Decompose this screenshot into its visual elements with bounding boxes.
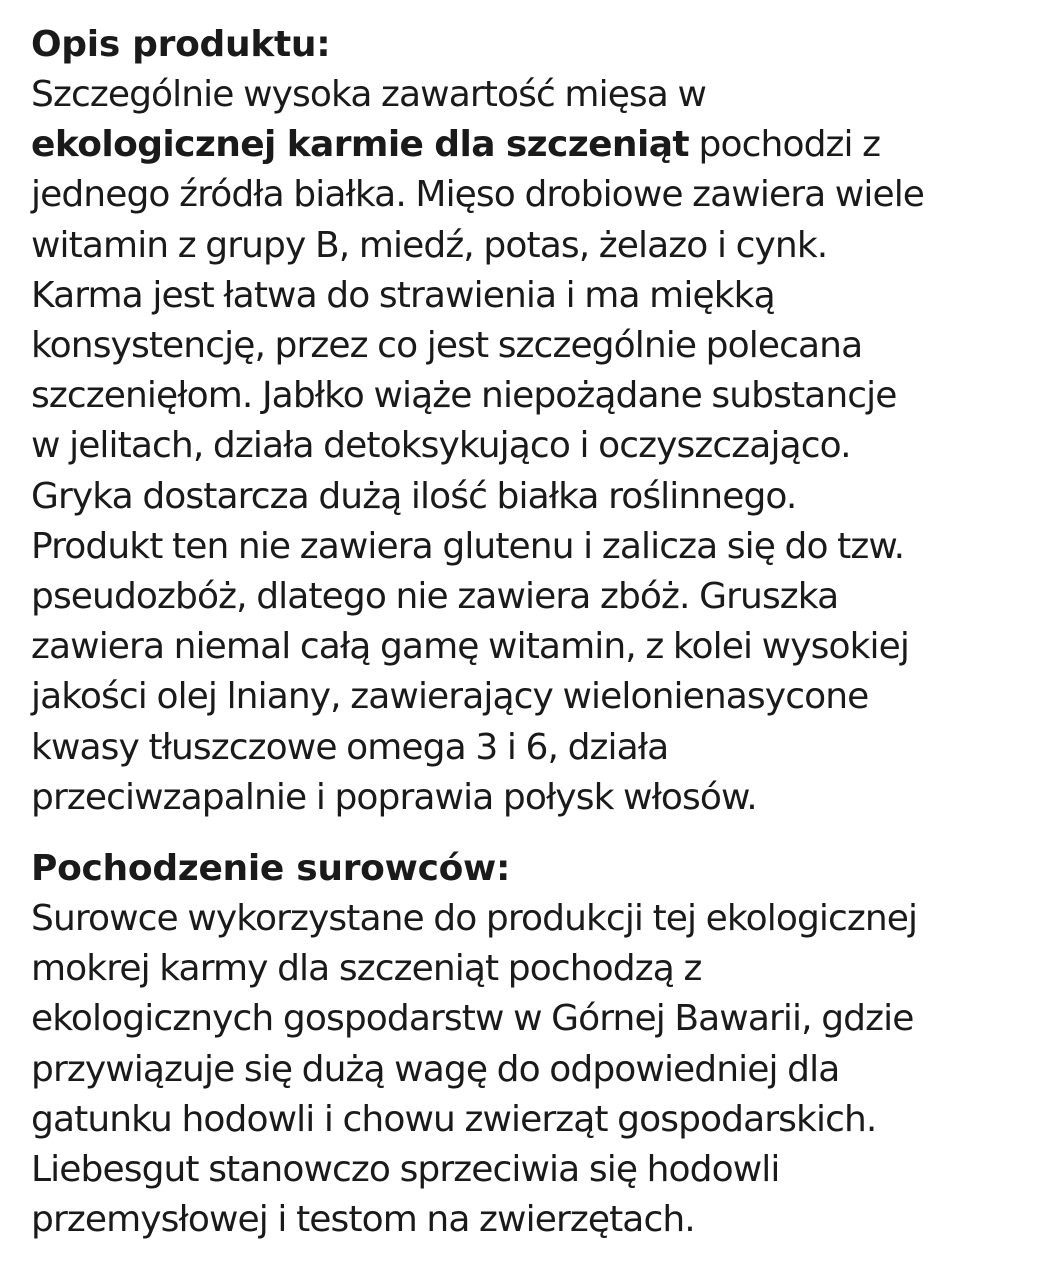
text-line: szczenięłom. Jabłko wiąże niepożądane substancje [31, 375, 897, 417]
text-line: kwasy tłuszczowe omega 3 i 6, działa [31, 726, 669, 768]
text-line: witamin z grupy B, miedź, potas, żelazo i cynk. [31, 224, 828, 266]
text-span: pochodzi z [689, 124, 881, 166]
text-line [31, 120, 1044, 170]
text-line: przywiązuje się dużą wagę do odpowiedniej dla [31, 1048, 840, 1090]
origin-heading: Pochodzenie surowców: [31, 848, 511, 890]
text-line: ekologicznych gospodarstw w Górnej Bawarii, gdzie [31, 998, 914, 1040]
text-line: Karma jest łatwa do strawienia i ma miękką [31, 274, 775, 316]
text-line: w jelitach, działa detoksykująco i oczyszczająco. [31, 425, 851, 467]
text-line: pseudozbóż, dlatego nie zawiera zbóż. Gruszka [31, 576, 839, 618]
product-description-section [31, 20, 1044, 823]
text-line: konsystencję, przez co jest szczególnie polecana [31, 325, 863, 367]
text-line: mokrej karmy dla szczeniąt pochodzą z [31, 948, 702, 990]
text-line: Surowce wykorzystane do produkcji tej ekologicznej [31, 898, 918, 940]
text-line: przemysłowej i testom na zwierzętach. [31, 1199, 695, 1241]
text-line: Gryka dostarcza dużą ilość białka roślinnego. [31, 475, 797, 517]
text-line: gatunku hodowli i chowu zwierząt gospodarskich. [31, 1098, 877, 1140]
text-line: Produkt ten nie zawiera glutenu i zalicza się do tzw. [31, 525, 905, 567]
text-line: Szczególnie wysoka zawartość mięsa w [31, 74, 707, 115]
text-line: Liebesgut stanowczo sprzeciwia się hodowli [31, 1149, 780, 1191]
text-line: przeciwzapalnie i poprawia połysk włosów. [31, 776, 757, 818]
product-description-heading: Opis produktu: [31, 24, 331, 65]
text-line: jakości olej lniany, zawierający wielonienasycone [31, 676, 869, 718]
emphasis-text: ekologicznej karmie dla szczeniąt [31, 124, 690, 166]
text-line: jednego źródła białka. Mięso drobiowe zawiera wiele [31, 174, 925, 216]
text-line: zawiera niemal całą gamę witamin, z kolei wysokiej [31, 626, 910, 668]
origin-section [31, 844, 1044, 1245]
